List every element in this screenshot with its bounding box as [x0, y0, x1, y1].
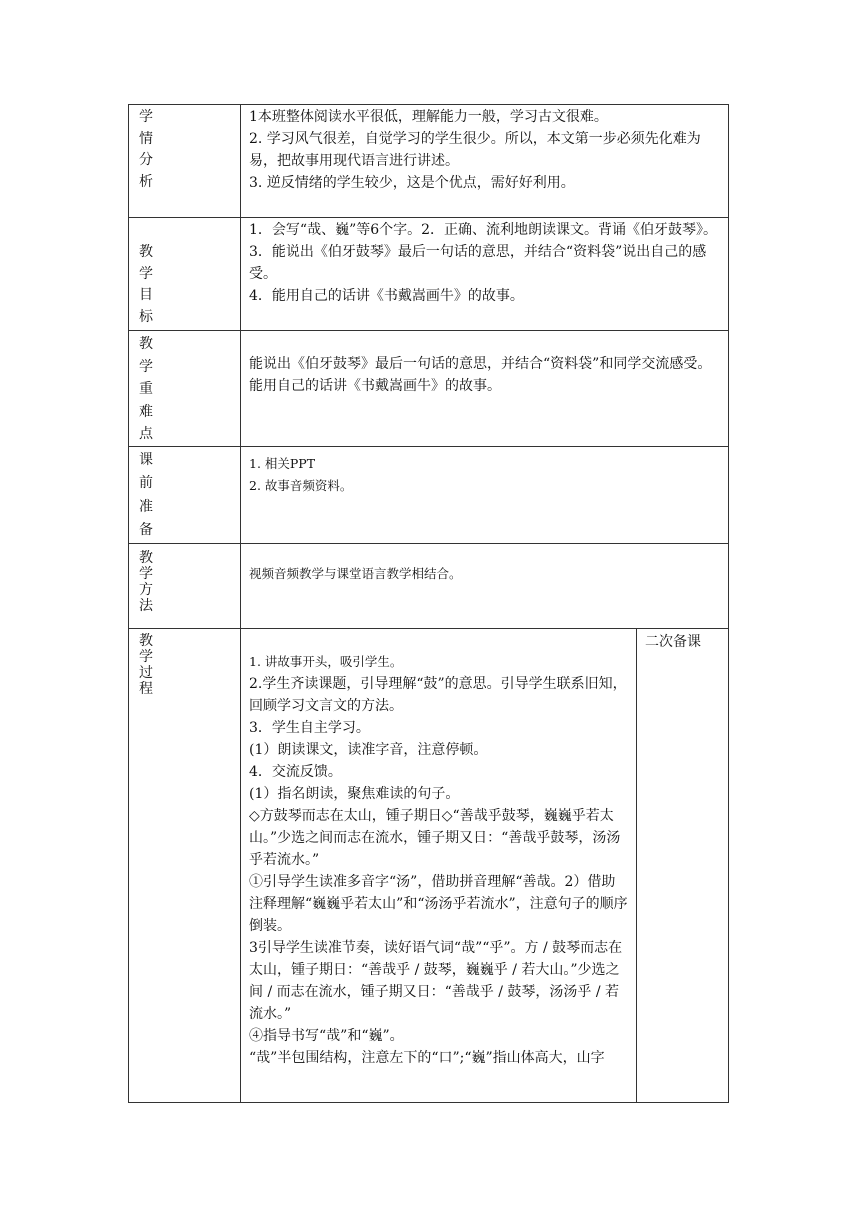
content-line: 2.学生齐读课题，引导理解“鼓”的意思。引导学生联系旧知，回顾学习文言文的方法。 — [249, 675, 627, 714]
row-label: 教学重难点 — [139, 336, 153, 442]
label-cell — [129, 105, 241, 218]
content-line: ④指导书写“哉”和“巍”。 — [249, 1027, 404, 1044]
content-line: 3．能说出《伯牙鼓琴》最后一句话的意思，并结合“资料袋”说出自己的感受。 — [249, 244, 707, 282]
content-line: 能说出《伯牙鼓琴》最后一句话的意思，并结合“资料袋”和同学交流感受。能用自己的话讲《书戴嵩画牛》的故事。 — [249, 356, 712, 394]
content-line: (1）朗读课文，读准字音，注意停顿。 — [249, 741, 488, 758]
content-line: 2. 学习风气很差，自觉学习的学生很少。所以，本文第一步必须先化难为易，把故事用现代语言进行讲述。 — [249, 131, 701, 169]
content-line: 3引导学生读准节奏，读好语气词“哉”“乎”。方 / 鼓琴而志在太山，锺子期日：“善哉乎 / 鼓琴，巍巍乎 / 若大山。”少选之间 / 而志在流水，锺子期又日：“善哉乎 / 鼓琴，汤汤乎 / 若流水。” — [249, 939, 623, 1022]
content-line: 视频音频教学与课堂语言教学相结合。 — [249, 565, 462, 581]
content-line: “哉”半包围结构，注意左下的“口”;“巍”指山体高大，山字 — [249, 1049, 605, 1066]
label-cell — [129, 543, 241, 628]
content-line: 4．交流反馈。 — [249, 763, 342, 780]
table-row-key-difficulties — [129, 331, 729, 447]
content-line: 1. 讲故事开头，吸引学生。 — [249, 653, 403, 669]
content-cell — [241, 543, 729, 628]
row-label: 学情分析 — [139, 109, 153, 190]
table-row-teaching-process — [129, 628, 729, 1102]
content-line: 1本班整体阅读水平很低，理解能力一般，学习古文很难。 — [249, 109, 608, 125]
content-line: 3．学生自主学习。 — [249, 719, 370, 736]
content-line: 4．能用自己的话讲《书戴嵩画牛》的故事。 — [249, 288, 524, 304]
content-cell — [241, 446, 729, 543]
table-row-teaching-goals — [129, 218, 729, 331]
row-label: 教学过程 — [139, 632, 153, 697]
row-label: 课前准备 — [139, 451, 153, 538]
content-cell — [241, 105, 729, 218]
lesson-plan-table — [128, 104, 729, 1103]
content-line: 2. 故事音频资料。 — [249, 477, 353, 493]
content-line: 3. 逆反情绪的学生较少，这是个优点，需好好利用。 — [249, 175, 575, 191]
content-cell — [241, 628, 637, 1102]
row-label: 教学目标 — [139, 244, 153, 325]
content-line: ①引导学生读准多音字“汤”，借助拼音理解“善哉。2）借助注释理解“巍巍乎若太山”和“汤汤乎若流水”，注意句子的顺序倒装。 — [249, 873, 628, 934]
notes-heading: 二次备课 — [645, 633, 701, 650]
label-cell — [129, 331, 241, 447]
notes-cell — [637, 628, 729, 1102]
content-line: 1．会写“哉、巍”等6个字。2．正确、流利地朗读课文。背诵《伯牙鼓琴》。 — [249, 222, 718, 238]
content-line: 1. 相关PPT — [249, 455, 316, 471]
label-cell — [129, 446, 241, 543]
table-row-preparation — [129, 446, 729, 543]
content-line: ◇方鼓琴而志在太山，锺子期日◇“善哉乎鼓琴，巍巍乎若太山。”少选之间而志在流水，锺子期又日：“善哉乎鼓琴，汤汤乎若流水。” — [249, 807, 621, 868]
row-label: 教学方法 — [139, 549, 153, 614]
table-row-methods — [129, 543, 729, 628]
content-line: (1）指名朗读，聚焦难读的句子。 — [249, 785, 460, 802]
table-row-student-analysis — [129, 105, 729, 218]
label-cell — [129, 628, 241, 1102]
content-cell — [241, 331, 729, 447]
content-cell — [241, 218, 729, 331]
label-cell — [129, 218, 241, 331]
